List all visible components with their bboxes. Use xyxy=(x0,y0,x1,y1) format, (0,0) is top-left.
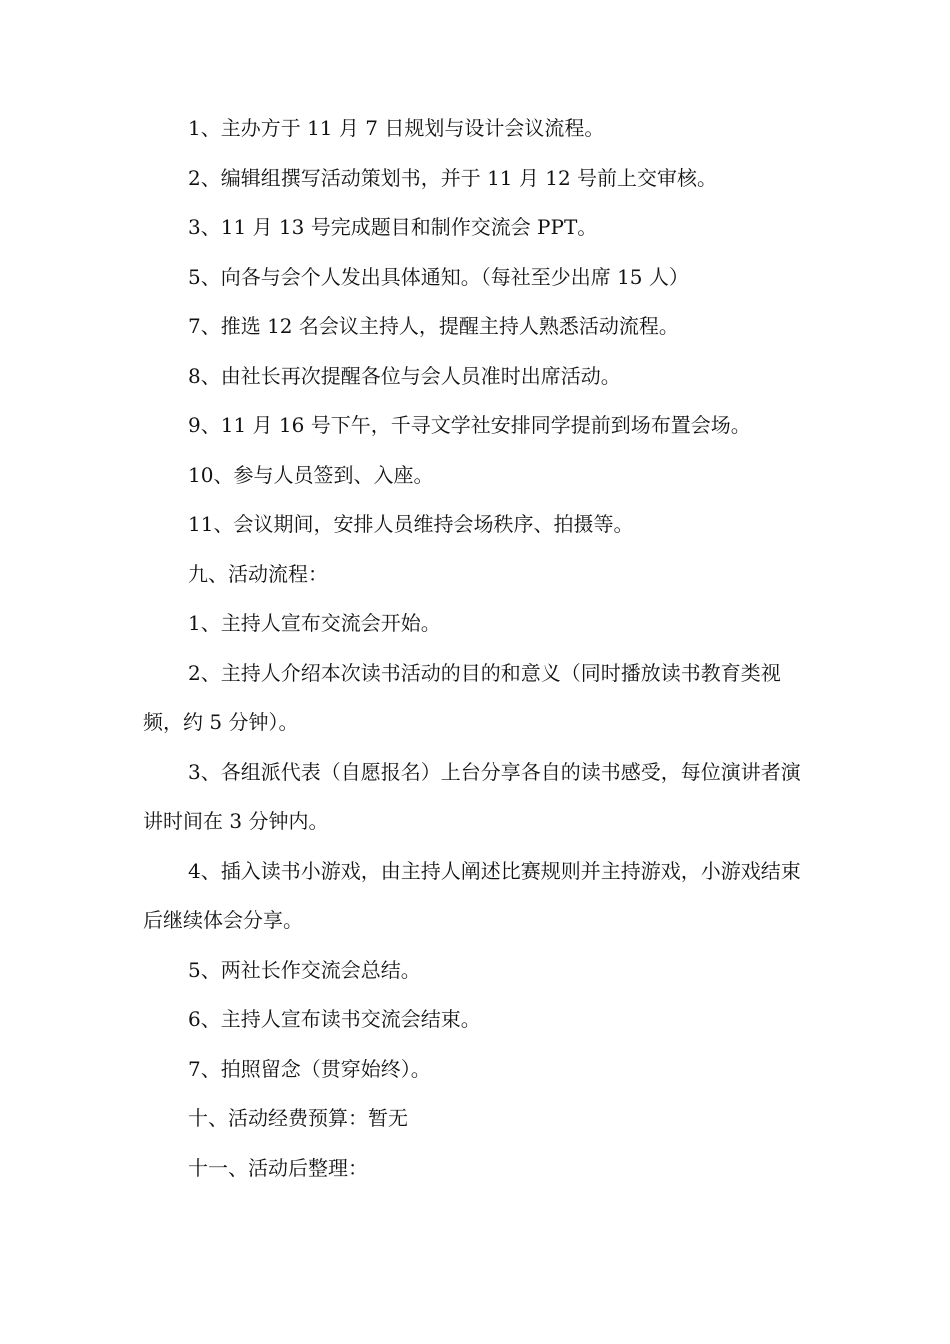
document-body xyxy=(143,104,808,1193)
paragraph-prep-step-11: 11、会议期间，安排人员维持会场秩序、拍摄等。 xyxy=(188,512,634,536)
paragraph-flow-step-7: 7、拍照留念（贯穿始终）。 xyxy=(188,1056,431,1081)
section-heading-post-activity: 十一、活动后整理： xyxy=(188,1155,368,1180)
paragraph-flow-step-1: 1、主持人宣布交流会开始。 xyxy=(188,611,441,635)
paragraph-prep-step-8: 8、由社长再次提醒各位与会人员准时出席活动。 xyxy=(188,363,621,388)
paragraph-flow-step-6: 6、主持人宣布读书交流会结束。 xyxy=(188,1007,481,1031)
paragraph-prep-step-1: 1、主办方于 11 月 7 日规划与设计会议流程。 xyxy=(188,116,605,140)
section-heading-activity-flow: 九、活动流程： xyxy=(188,561,328,586)
paragraph-prep-step-5: 5、向各与会个人发出具体通知。（每社至少出席 15 人） xyxy=(188,264,689,289)
paragraph-prep-step-3: 3、11 月 13 号完成题目和制作交流会 PPT。 xyxy=(188,215,598,239)
section-heading-budget: 十、活动经费预算：暂无 xyxy=(188,1106,408,1130)
paragraph-flow-step-3: 3、各组派代表（自愿报名）上台分享各自的读书感受，每位演讲者演讲时间在 3 分钟内。 xyxy=(143,759,801,833)
paragraph-prep-step-7: 7、推选 12 名会议主持人，提醒主持人熟悉活动流程。 xyxy=(188,314,679,338)
paragraph-flow-step-5: 5、两社长作交流会总结。 xyxy=(188,957,421,982)
paragraph-prep-step-10: 10、参与人员签到、入座。 xyxy=(188,462,434,487)
paragraph-flow-step-2: 2、主持人介绍本次读书活动的目的和意义（同时播放读书教育类视频，约 5 分钟）。 xyxy=(143,660,781,734)
paragraph-prep-step-2: 2、编辑组撰写活动策划书，并于 11 月 12 号前上交审核。 xyxy=(188,165,718,190)
paragraph-flow-step-4: 4、插入读书小游戏，由主持人阐述比赛规则并主持游戏，小游戏结束后继续体会分享。 xyxy=(143,858,801,932)
paragraph-prep-step-9: 9、11 月 16 号下午，千寻文学社安排同学提前到场布置会场。 xyxy=(188,413,751,437)
